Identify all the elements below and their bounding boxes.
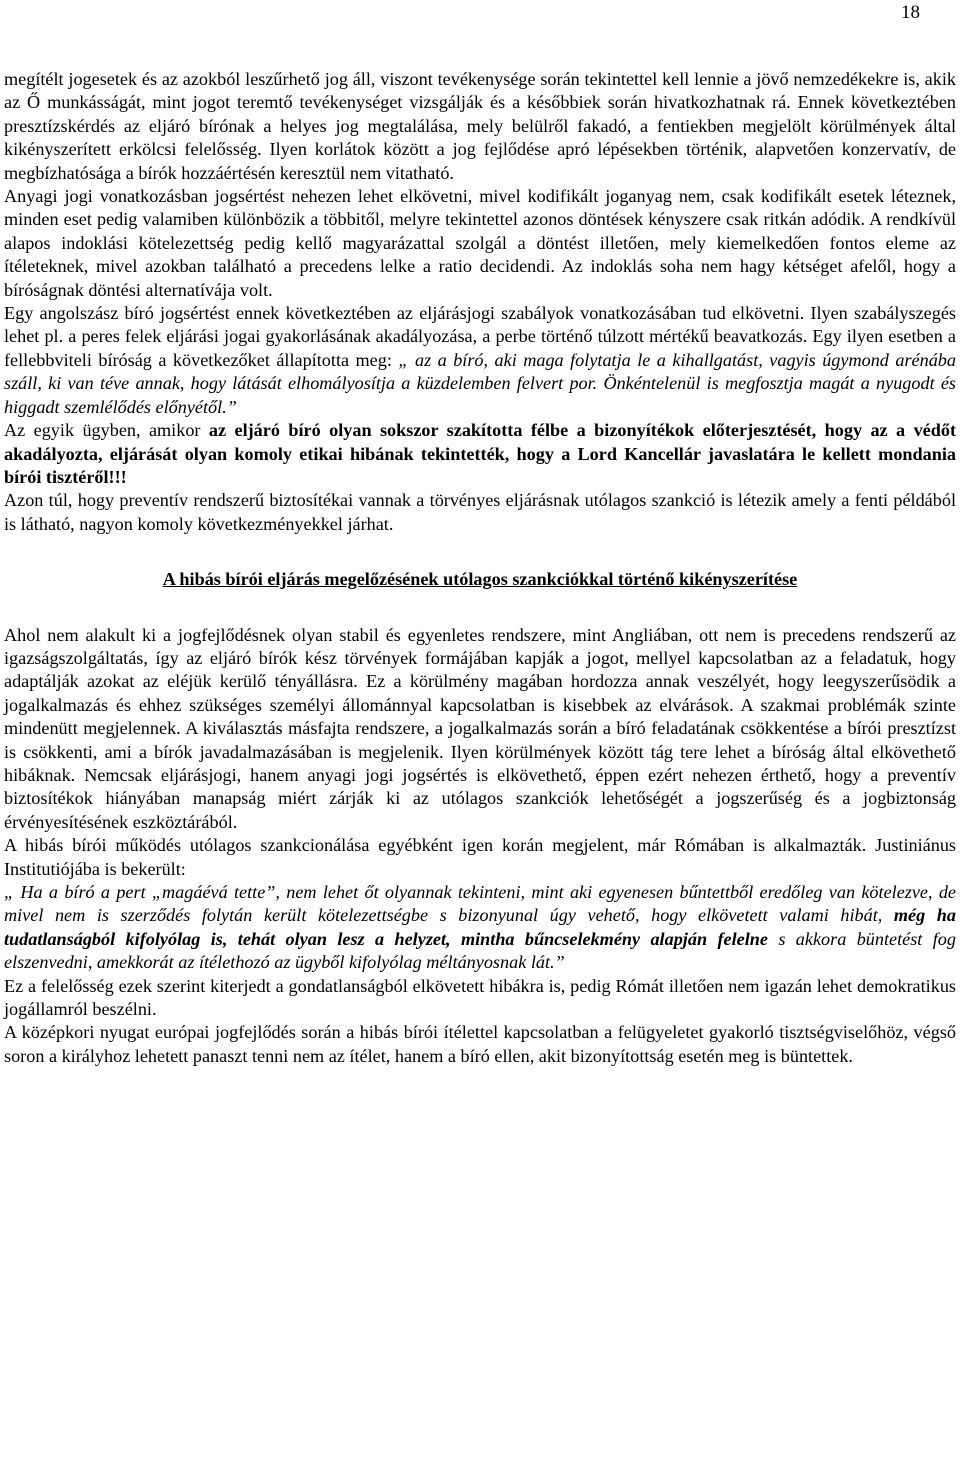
page-number: 18 xyxy=(901,2,920,23)
paragraph-text: Azon túl, hogy preventív rendszerű biztosítékai vannak a törvényes eljárásnak utólagos szankció is létezik amely a fenti példából is látható, nagyon komoly következményekkel járhat. xyxy=(4,490,956,534)
paragraph-preventive-guarantees xyxy=(4,489,956,536)
paragraph-text: Anyagi jogi vonatkozásban jogsértést nehezen lehet elkövetni, mivel kodifikált joganyag nem, csak kodifikált esetek léteznek, minden eset pedig valamiben különbözik a többitől, melyre tekintettel azonos döntések kényszere csak ritkán adódik. A rendkívül alapos indoklási kötelezettség pedig kellő magyarázattal szolgál a döntést illetően, mely kiemelkedően fontos eleme az ítéleteknek, mivel azokban található a precedens lelke a ratio decidendi. Az indoklás soha nem hagy kétséget afelől, hogy a bíróságnak döntési alternatívája volt. xyxy=(4,186,956,300)
section-heading: A hibás bírói eljárás megelőzésének utólagos szankciókkal történő kikényszerítése xyxy=(162,569,798,590)
paragraph-text: Ahol nem alakult ki a jogfejlődésnek olyan stabil és egyenletes rendszere, mint Angliában, ott nem is precedens rendszerű az igazságszolgáltatás, így az eljáró bírók kész törvények formájában kapják a jogot, mellyel kapcsolatban az a feladatuk, hogy adaptálják azokat az eléjük kerülő tényállásra. Ez a körülmény magában hordozza annak veszélyét, hogy leegyszerűsödik a jogalkalmazás és ehhez szükséges személyi állománnyal kapcsolatban is kisebbek az elvárások. A szakmai problémák szinte mindenütt megjelennek. A kiválasztás másfajta rendszere, a jogalkalmazás során a bíró feladatának csökkentése a bírói presztízst is csökkenti, ami a bírók javadalmazásában is megjelenik. Ilyen körülmények között tág tere lehet a bíróság által elkövethető hibáknak. Nemcsak eljárásjogi, hanem anyagi jogi jogsértés is elkövethető, éppen ezért nehezen érthető, hogy a preventív biztosítékok hiányában manapság miért zárják ki az utólagos szankciók lehetőségét a jogszerűség és a jogbiztonság érvényesítésének eszköztárából. xyxy=(4,624,956,832)
spacer xyxy=(4,536,956,568)
paragraph-text: A hibás bírói működés utólagos szankcionálása egyébként igen korán megjelent, már Rómában is alkalmazták. Justiniánus Institutiójába is bekerült: xyxy=(4,835,956,879)
paragraph-roman-law xyxy=(4,834,956,881)
emphasized-case-text: az eljáró bíró olyan sokszor szakította félbe a bizonyítékok előterjesztését, hogy az a védőt akadályozta, eljárását olyan komoly etikai hibának tekintették, hogy a Lord Kancellár javaslatára le kellett mondania bírói tisztéről!!! xyxy=(4,420,956,487)
quote-text: s akkora büntetést fog elszenvedni, amekkorát az ítélethozó az ügyből kifolyólag méltányosnak lát.” xyxy=(4,928,956,973)
document-body xyxy=(4,68,956,1068)
paragraph-text: Egy angolszász bíró jogsértést ennek következtében az eljárásjogi szabályok vonatkozásában tud elkövetni. Ilyen szabályszegés lehet pl. a peres felek eljárási jogai gyakorlásának akadályozása, a perbe történő túlzott mértékű beavatkozás. Egy ilyen esetben a fellebbviteli bíróság a következőket állapította meg: xyxy=(4,303,956,370)
paragraph-justinian-quote xyxy=(4,881,956,975)
paragraph-procedural-violation xyxy=(4,302,956,419)
paragraph-substantive-law xyxy=(4,185,956,302)
paragraph-negligence-liability xyxy=(4,975,956,1022)
paragraph-precedent-prestige xyxy=(4,68,956,185)
quote-emphasis: még ha tudatlanságból kifolyólag is, tehát olyan lesz a helyzet, mintha bűncselekmény alapján felelne xyxy=(4,905,956,949)
paragraph-text: A középkori nyugat európai jogfejlődés során a hibás bírói ítélettel kapcsolatban a felügyeletet gyakorló tisztségviselőhöz, végső soron a királyhoz lehetett panaszt tenni nem az ítélet, hanem a bíró ellen, akit bizonyítottság esetén meg is büntettek. xyxy=(4,1022,956,1066)
paragraph-lord-chancellor-case xyxy=(4,419,956,489)
appeal-court-quote: „ az a bíró, aki maga folytatja le a kihallgatást, vagyis úgymond arénába száll, ki van téve annak, hogy látását elhomályosítja a küzdelemben felvert por. Önkéntelenül is megfosztja magát a nyugodt és higgadt szemlélődés előnyétől.” xyxy=(4,349,956,417)
paragraph-text: Az egyik ügyben, amikor xyxy=(4,420,209,441)
spacer xyxy=(4,592,956,624)
quote-text: „ Ha a bíró a pert „magáévá tette”, nem lehet őt olyannak tekinteni, mint aki egyenesen bűntettből eredőleg van kötelezve, de mivel nem is szerződés folytán került kötelezettségbe s bizonyunal úgy vehető, hogy elkövetett valami hibát, xyxy=(4,882,956,926)
paragraph-medieval-law xyxy=(4,1021,956,1068)
paragraph-text: megítélt jogesetek és az azokból leszűrhető jog áll, viszont tevékenysége során tekintettel kell lennie a jövő nemzedékekre is, akik az Ő munkásságát, mint jogot teremtő tevékenységet vizsgálják és a későbbiek során hivatkozhatnak rá. Ennek következtében presztízskérdés az eljáró bírónak a helyes jog megtalálása, mely belülről fakadó, a fentiekben megjelölt körülmények által kikényszerített erkölcsi felelősség. Ilyen korlátok között a jog fejlődése apró lépésekben történik, alapvetően konzervatív, de megbízhatósága a bírók hozzáértésén keresztül nem vitatható. xyxy=(4,69,956,183)
paragraph-text: Ez a felelősség ezek szerint kiterjedt a gondatlanságból elkövetett hibákra is, pedig Rómát illetően nem igazán lehet demokratikus jogállamról beszélni. xyxy=(4,975,956,1020)
paragraph-non-precedent-systems xyxy=(4,624,956,835)
